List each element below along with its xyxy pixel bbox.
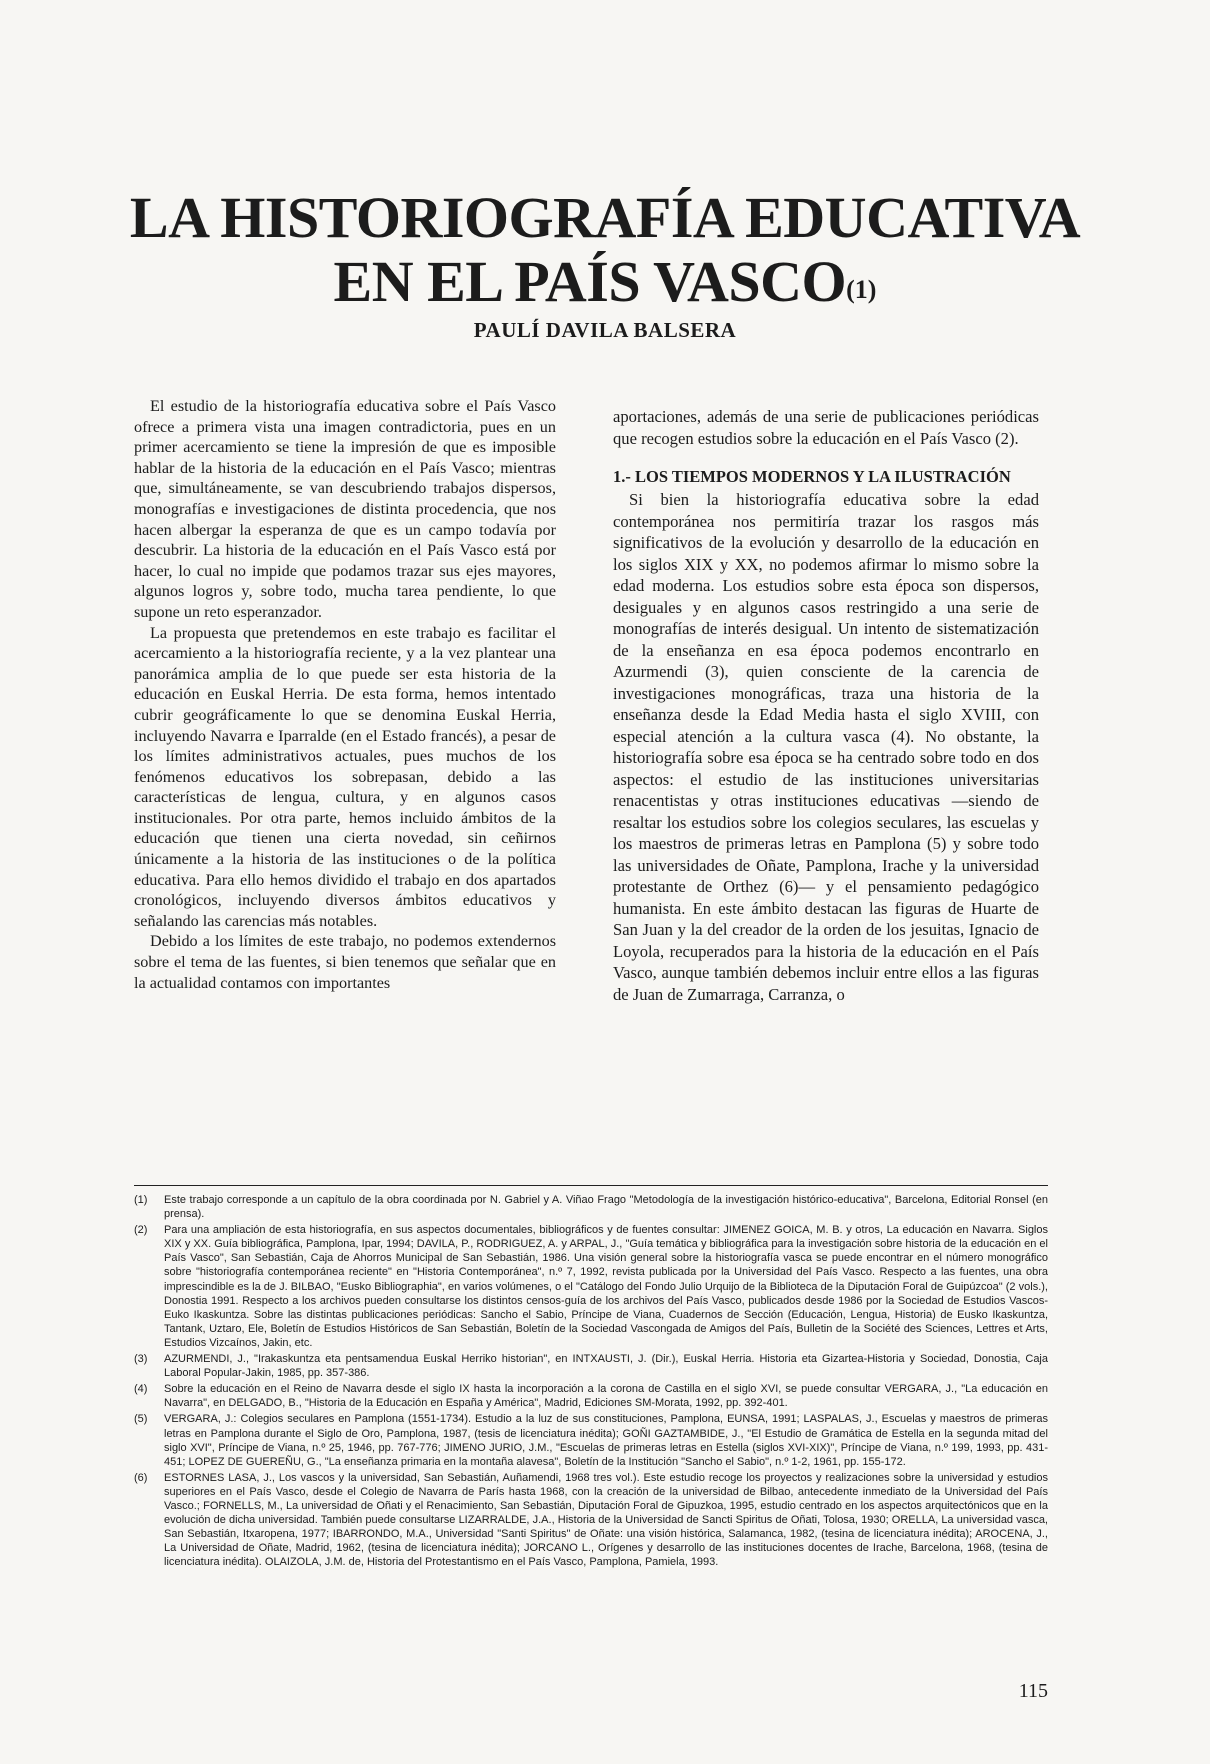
footnote-text: AZURMENDI, J., "Irakaskuntza eta pentsamendua Euskal Herriko historian", en INTXAUSTI, J. (Dir.), Euskal Herria. Historia eta Gizartea-Historia y Sociedad, Donostia, Caja Laboral Popular-Jakin, 1985, pp. 357-386. (164, 1353, 1048, 1380)
footnote-text: Este trabajo corresponde a un capítulo de la obra coordinada por N. Gabriel y A. Viñao Frago "Metodología de la investigación histórico-educativa", Barcelona, Editorial Ronsel (en prensa). (164, 1194, 1048, 1221)
body-paragraph: El estudio de la historiografía educativa sobre el País Vasco ofrece a primera vista una imagen contradictoria, pues en un primer acercamiento se tiene la impresión de que es imposible hablar de la historia de la educación en el País Vasco; mientras que, simultáneamente, se van descubriendo trabajos dispersos, monografías e investigaciones de distinta procedencia, que nos hacen albergar la esperanza de que es un campo todavía por descubrir. La historia de la educación en el País Vasco está por hacer, lo cual no impide que podamos trazar sus ejes mayores, algunos logros y, sobre todo, mucha tarea pendiente, lo que supone un reto esperanzador. (134, 397, 556, 621)
footnote-item (134, 1193, 1048, 1221)
footnote-divider (134, 1185, 1048, 1186)
footnote-item (134, 1352, 1048, 1380)
footnote-number: (6) (134, 1471, 148, 1484)
footnote-number: (1) (134, 1194, 148, 1206)
footnote-text: ESTORNES LASA, J., Los vascos y la universidad, San Sebastián, Auñamendi, 1968 tres vol.). Este estudio recoge los proyectos y realizaciones sobre la universidad y estudios superiores en el País Vasco, desde el Colegio de Navarra de París hasta 1968, con la creación de la universidad de Bilbao, antecedente inmediato de la Universidad del País Vasco.; FORNELLS, M., La universidad de Oñati y el Renacimiento, San Sebastián, Diputación Foral de Gipuzkoa, 1995, estudio centrado en los aspectos arquitectónicos que en la evolución de dicha universidad. También puede consultarse LIZARRALDE, J.A., Historia de la Universidad de Sancti Spiritus de Oñati, Tolosa, 1930; ORELLA, La universidad vasca, San Sebastián, Itxaropena, 1977; IBARRONDO, M.A., Universidad "Santi Spiritus" de Oñate: una visión histórica, Salamanca, 1982, (tesina de licenciatura inédita); AROCENA, J., La Universidad de Oñate, Madrid, 1962, (tesina de licenciatura inédita); JORCANO L., Orígenes y desarrollo de las instituciones docentes de Irache, Barcelona, 1968, (tesina de licenciatura inédita). OLAIZOLA, J.M. de, Historia del Protestantismo en el País Vasco, Pamplona, Pamiela, 1993. (164, 1471, 1048, 1569)
body-paragraph: Debido a los límites de este trabajo, no podemos extendernos sobre el tema de las fuentes, si bien tenemos que señalar que en la actualidad contamos con importantes (134, 932, 556, 992)
footnote-item (134, 1223, 1048, 1350)
footnote-number: (5) (134, 1413, 148, 1426)
footnote-item (134, 1471, 1048, 1570)
footnotes (134, 1193, 1048, 1571)
section-heading: 1.- LOS TIEMPOS MODERNOS Y LA ILUSTRACIÓN (613, 467, 1011, 486)
body-paragraph-continuation: aportaciones, además de una serie de publicaciones periódicas que recogen estudios sobre la educación en el País Vasco (2). (613, 407, 1039, 448)
footnote-item (134, 1412, 1048, 1468)
page-number: 115 (1018, 1680, 1048, 1702)
footnote-number: (4) (134, 1383, 148, 1396)
footnote-item (134, 1382, 1048, 1410)
title-line-1: LA HISTORIOGRAFÍA EDUCATIVA (129, 185, 1081, 250)
footnote-number: (3) (134, 1353, 148, 1366)
body-column-left (134, 396, 556, 993)
title-footnote-marker[interactable]: (1) (846, 275, 877, 304)
body-column-right (613, 406, 1039, 1005)
body-paragraph: La propuesta que pretendemos en este trabajo es facilitar el acercamiento a la historiografía reciente, y a la vez plantear una panorámica amplia de lo que puede ser esta historia de la educación en Euskal Herria. De esta forma, hemos intentado cubrir geográficamente lo que se denomina Euskal Herria, incluyendo Navarra e Iparralde (en el Estado francés), a pesar de los límites administrativos actuales, pues muchos de los fenómenos educativos los sobrepasan, debido a las características de lengua, cultura, y en algunos casos institucionales. Por otra parte, hemos incluido ámbitos de la educación que tienen una cierta novedad, sin ceñirnos únicamente a la historia de las instituciones o de la política educativa. Para ello hemos dividido el trabajo en dos apartados cronológicos, incluyendo diversos ámbitos educativos y señalando las carencias más notables. (134, 623, 556, 930)
title-line-2: EN EL PAÍS VASCO (333, 249, 847, 314)
footnote-text: Sobre la educación en el Reino de Navarra desde el siglo IX hasta la incorporación a la corona de Castilla en el siglo XVI, se puede consultar VERGARA, J., "La educación en Navarra", en DELGADO, B., "Historia de la Educación en España y América", Madrid, Ediciones SM-Morata, 1992, pp. 392-401. (164, 1383, 1048, 1410)
article-title (0, 186, 1210, 314)
footnote-text: VERGARA, J.: Colegios seculares en Pamplona (1551-1734). Estudio a la luz de sus constituciones, Pamplona, EUNSA, 1991; LASPALAS, J., Escuelas y maestros de primeras letras en Pamplona durante el Siglo de Oro, Pamplona, 1987, (tesis de licenciatura inédita); GOÑI GAZTAMBIDE, J., "El Estudio de Gramática de Estella en la segunda mitad del siglo XVI", Príncipe de Viana, n.º 25, 1946, pp. 767-776; JIMENO JURIO, J.M., "Escuelas de primeras letras en Estella (siglos XVI-XIX)", Príncipe de Viana, n.º 199, 1993, pp. 431-451; LOPEZ DE GUEREÑU, G., "La enseñanza primaria en la montaña alavesa", Boletín de la Institución "Sancho el Sabio", n.º 1-2, 1961, pp. 155-172. (164, 1413, 1048, 1468)
footnote-number: (2) (134, 1224, 148, 1237)
body-paragraph: Si bien la historiografía educativa sobre la edad contemporánea nos permitiría trazar los rasgos más significativos de la evolución y desarrollo de la educación en los siglos XIX y XX, no podemos afirmar lo mismo sobre la edad moderna. Los estudios sobre esta época son dispersos, desiguales y en algunos casos restringido a una serie de monografías de interés desigual. Un intento de sistematización de la enseñanza en esa época podemos encontrarlo en Azurmendi (3), quien consciente de la carencia de investigaciones monográficas, traza una historia de la enseñanza desde la Edad Media hasta el siglo XVIII, con especial atención a la cultura vasca (4). No obstante, la historiografía sobre esa época se ha centrado sobre todo en dos aspectos: el estudio de las instituciones universitarias renacentistas y otras instituciones educativas —siendo de resaltar los estudios sobre los colegios seculares, las escuelas y los maestros de primeras letras en Pamplona (5) y sobre todo las universidades de Oñate, Pamplona, Irache y la universidad protestante de Orthez (6)— y el pensamiento pedagógico humanista. En este ámbito destacan las figuras de Huarte de San Juan y la del creador de la orden de los jesuitas, Ignacio de Loyola, recuperados para la historia de la educación en el País Vasco, aunque también debemos incluir entre ellos a las figuras de Juan de Zumarraga, Carranza, o (613, 490, 1039, 1004)
footnote-text: Para una ampliación de esta historiografía, en sus aspectos documentales, bibliográficos y de fuentes consultar: JIMENEZ GOICA, M. B. y otros, La educación en Navarra. Siglos XIX y XX. Guía bibliográfica, Pamplona, Ipar, 1994; DAVILA, P., RODRIGUEZ, A. y ARPAL, J., "Guía temática y bibliográfica para la investigación sobre historia de la educación en el País Vasco", San Sebastián, Caja de Ahorros Municipal de San Sebastián, 1986. Una visión general sobre la historiografía vasca se puede encontrar en el número monográfico sobre "historiografía contemporánea reciente" en "Historia Contemporánea", n.º 7, 1992, revista publicada por la Universidad del País Vasco. Respecto a las fuentes, una obra imprescindible es la de J. BILBAO, "Eusko Bibliographia", en varios volúmenes, o el "Catálogo del Fondo Julio Urquijo de la Biblioteca de la Diputación Foral de Guipúzcoa" (2 vols.), Donostia 1991. Respecto a los archivos pueden consultarse los distintos censos-guía de los archivos del País Vasco, publicados desde 1986 por la Sociedad de Estudios Vascos-Euko Ikaskuntza. Sobre las distintas publicaciones periódicas: Sancho el Sabio, Príncipe de Viana, Cuadernos de Sección (Educación, Lengua, Historia) de Eusko Ikaskuntza, Tantank, Uztaro, Ele, Boletín de Estudios Históricos de San Sebastián, Boletín de la Sociedad Vascongada de Amigos del País, Bulletin de la Société des Sciences, Lettres et Arts, Estudios Vizcaínos, Jakin, etc. (164, 1224, 1048, 1349)
author-name: PAULÍ DAVILA BALSERA (473, 318, 737, 342)
